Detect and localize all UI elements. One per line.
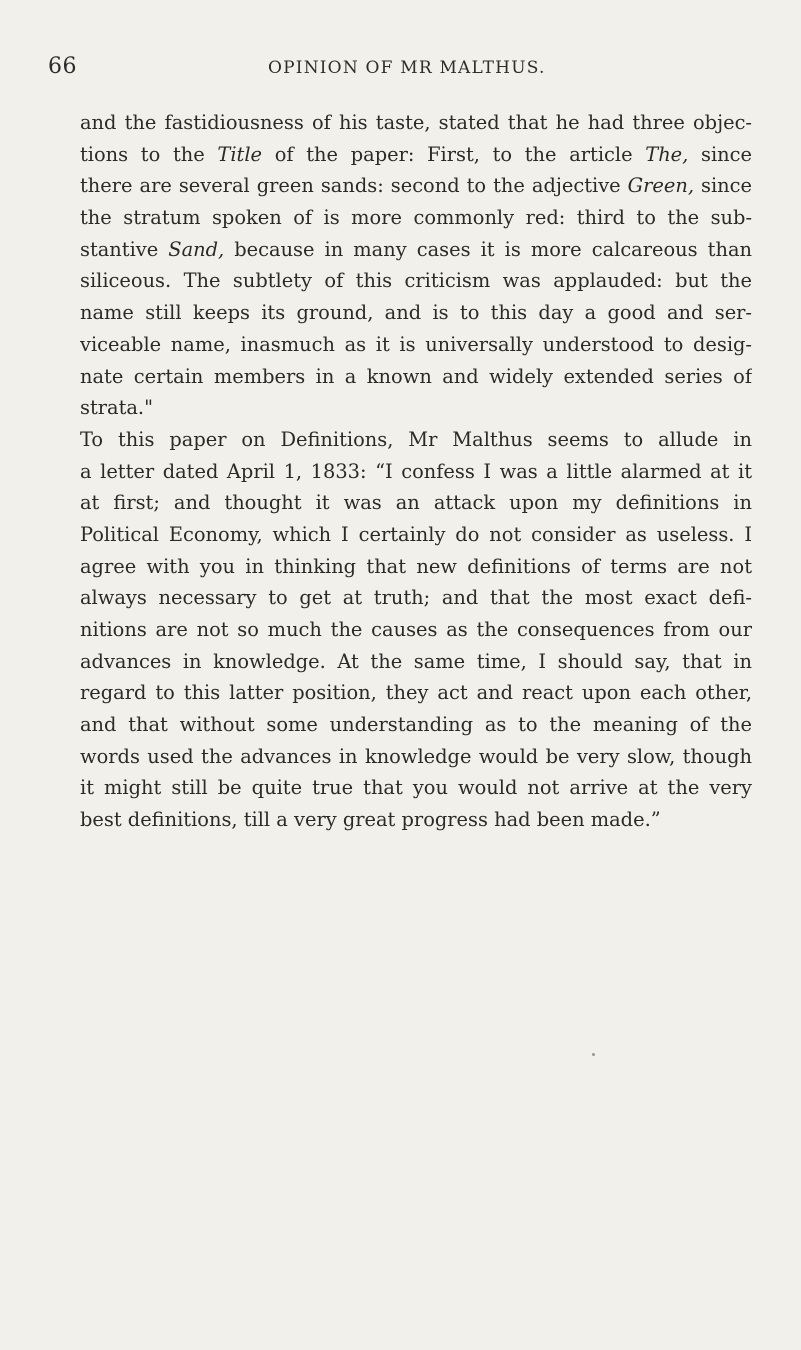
- text-run: always necessary to get at truth; and that the most exact defi-: [80, 586, 752, 610]
- text-line: [80, 107, 752, 139]
- text-line: [80, 456, 752, 488]
- text-run: it might still be quite true that you would not arrive at the very: [80, 776, 752, 800]
- text-run: of the paper: First, to the article: [262, 142, 646, 166]
- text-run: because in many cases it is more calcareous than: [224, 237, 752, 261]
- text-run: best definitions, till a very great progress had been made.”: [80, 808, 661, 832]
- text-run: tions to the: [80, 142, 218, 166]
- text-line: [80, 297, 752, 329]
- text-run: stantive: [80, 237, 169, 261]
- page-number: 66: [48, 54, 77, 79]
- text-line: [80, 551, 752, 583]
- italic-term: Title: [217, 142, 263, 166]
- text-line: [80, 677, 752, 709]
- text-run: and the fastidiousness of his taste, stated that he had three objec-: [80, 111, 752, 134]
- text-run: the stratum spoken of is more commonly red: third to the sub-: [80, 206, 752, 230]
- text-run: viceable name, inasmuch as it is universally understood to desig-: [80, 332, 752, 356]
- italic-term: The,: [645, 142, 689, 166]
- italic-term: Sand,: [168, 237, 225, 261]
- text-run: nitions are not so much the causes as the consequences from our: [80, 618, 752, 641]
- text-run: siliceous. The subtlety of this criticism was applauded: but the: [80, 269, 752, 293]
- text-line: [80, 202, 752, 234]
- text-run: advances in knowledge. At the same time, I should say, that in: [80, 649, 752, 673]
- text-line: [80, 170, 752, 202]
- text-line: [80, 424, 752, 456]
- text-run: agree with you in thinking that new definitions of terms are not: [80, 554, 752, 578]
- text-line: [80, 265, 752, 297]
- text-line: [80, 139, 752, 171]
- text-line: [80, 709, 752, 741]
- text-run: at first; and thought it was an attack upon my definitions in: [80, 491, 752, 515]
- text-run: Political Economy, which I certainly do not consider as useless. I: [80, 522, 752, 546]
- running-head-title: OPINION OF MR MALTHUS.: [268, 58, 546, 78]
- body-text: [80, 107, 752, 836]
- text-run: strata.": [80, 396, 154, 420]
- paper-speck: [592, 1053, 595, 1056]
- text-run: regard to this latter position, they act and react upon each other,: [80, 681, 752, 705]
- text-run: and that without some understanding as to the meaning of the: [80, 713, 752, 737]
- running-head: [48, 54, 748, 84]
- text-run: since: [688, 142, 752, 166]
- text-line: [80, 392, 752, 424]
- text-line: [80, 234, 752, 266]
- text-line: [80, 582, 752, 614]
- text-run: To this paper on Definitions, Mr Malthus seems to allude in: [80, 427, 752, 451]
- text-line: [80, 646, 752, 678]
- text-line: [80, 614, 752, 646]
- text-run: there are several green sands: second to the adjective: [80, 174, 628, 198]
- text-line: [80, 487, 752, 519]
- italic-term: Green,: [627, 174, 695, 198]
- text-line: [80, 804, 752, 836]
- text-run: nate certain members in a known and widely extended series of: [80, 364, 752, 388]
- text-line: [80, 741, 752, 773]
- text-line: [80, 329, 752, 361]
- text-run: since: [694, 174, 752, 198]
- text-line: [80, 361, 752, 393]
- text-run: words used the advances in knowledge would be very slow, though: [80, 744, 752, 768]
- text-line: [80, 519, 752, 551]
- text-line: [80, 772, 752, 804]
- text-run: name still keeps its ground, and is to this day a good and ser-: [80, 301, 752, 325]
- text-run: a letter dated April 1, 1833: “I confess I was a little alarmed at it: [80, 459, 752, 483]
